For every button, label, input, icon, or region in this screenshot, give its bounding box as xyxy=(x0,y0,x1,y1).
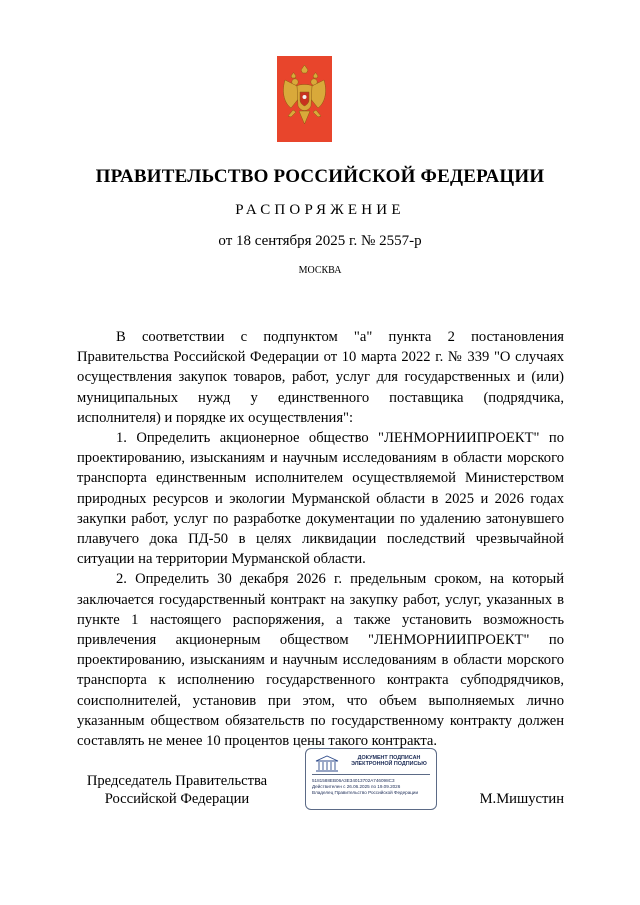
state-emblem-icon xyxy=(277,56,332,142)
signatory-position-line1: Председатель Правительства xyxy=(86,773,268,789)
document-city: МОСКВА xyxy=(298,265,342,276)
stamp-heading-line1: ДОКУМЕНТ ПОДПИСАН xyxy=(357,755,421,761)
paragraph-item-2: 2. Определить 30 декабря 2026 г. предельным сроком, на который заключается государственный контракт на закупку работ, услуг, указанных в пункте 1 настоящего распоряжения, а также установить возможность привлечения акционерным обществом "ЛЕНМОРНИИПРОЕКТ" по проектированию, изысканиям и научным исследованиям в области морского транспорта к исполнению государственного контракта субподрядчиков, соисполнителей, установив при этом, что объем выполняемых лично указанным обществом обязательств по государственному контракту должен составлять не менее 10 процентов цены такого контракта. xyxy=(77,571,564,750)
stamp-heading xyxy=(344,755,434,768)
page-title: ПРАВИТЕЛЬСТВО РОССИЙСКОЙ ФЕДЕРАЦИИ xyxy=(95,166,545,187)
document-date-number: от 18 сентября 2025 г. № 2557-р xyxy=(218,233,422,249)
stamp-certificate: 5181588EB06A3E34013702A746098C3 xyxy=(312,778,395,783)
stamp-heading-line2: ЭЛЕКТРОННОЙ ПОДПИСЬЮ xyxy=(351,761,427,768)
double-headed-eagle-icon xyxy=(277,56,332,142)
electronic-signature-stamp xyxy=(305,748,437,810)
stamp-divider xyxy=(312,774,430,775)
stamp-validity: Действителен с 26.06.2025 по 19.09.2026 xyxy=(312,784,401,789)
stamp-owner: Владелец Правительство Российской Федерации xyxy=(312,790,419,795)
paragraph-preamble: В соответствии с подпунктом "а" пункта 2 постановления Правительства Российской Федерации от 10 марта 2022 г. № 339 "О случаях осуществления закупок товаров, работ, услуг для государственных и (или) муниципальных нужд у единственного поставщика (подрядчика, исполнителя) и порядке их осуществления": xyxy=(77,329,564,426)
government-building-icon xyxy=(314,755,340,773)
signatory-position-line2: Российской Федерации xyxy=(104,791,250,807)
signatory-name: М.Мишустин xyxy=(479,791,564,807)
document-type: РАСПОРЯЖЕНИЕ xyxy=(235,202,405,218)
paragraph-item-1: 1. Определить акционерное общество "ЛЕНМОРНИИПРОЕКТ" по проектированию, изысканиям и научным исследованиям в области морского транспорта единственным исполнителем осуществляемой Министерством природных ресурсов и экологии Мурманской области в 2025 и 2026 годах закупки работ, услуг по разработке документации по удалению затонувшего плавучего дока ПД-50 в целях ликвидации последствий чрезвычайной ситуации на территории Мурманской области. xyxy=(77,430,564,568)
document-body xyxy=(77,327,564,751)
signatory-position xyxy=(77,772,277,808)
stamp-details xyxy=(312,778,434,796)
